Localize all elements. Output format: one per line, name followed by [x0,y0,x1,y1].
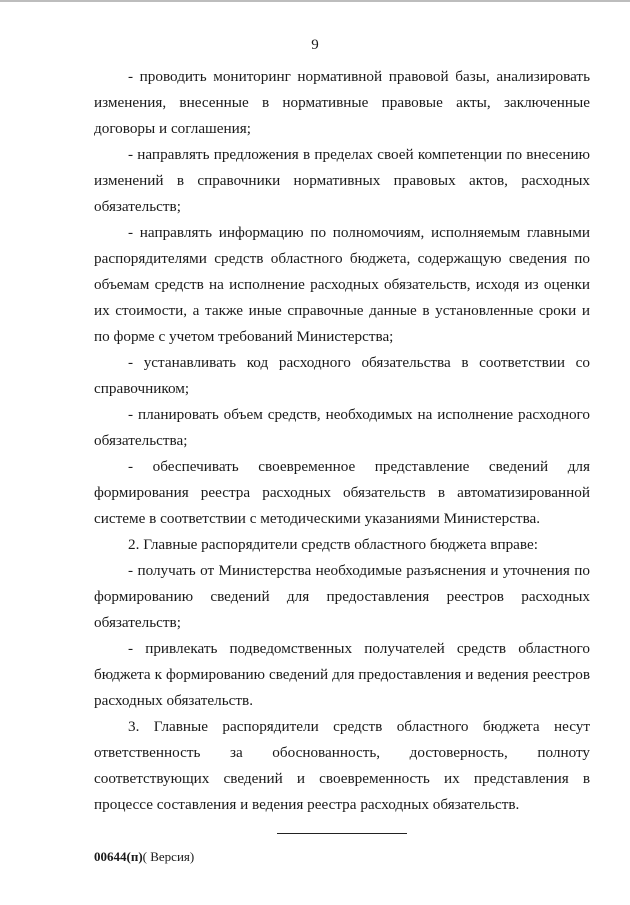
paragraph-ensure-submission: - обеспечивать своевременное представление сведений для формирования реестра расходных обязательств в автоматизированной системе в соответствии с методическими указаниями Министерства. [94,458,590,527]
document-body [94,64,590,818]
paragraph-set-code: - устанавливать код расходного обязательства в соответствии со справочником; [94,354,590,397]
paragraph-information: - направлять информацию по полномочиям, исполняемым главными распорядителями средств областного бюджета, содержащую сведения по объемам средств на исполнение расходных обязательств, исходя из оценки их стоимости, а также иные справочные данные в установленные сроки и по форме с учетом требований Министерства; [94,224,590,345]
paragraph-involve-recipients: - привлекать подведомственных получателей средств областного бюджета к формированию сведений для предоставления и ведения реестров расходных обязательств. [94,640,590,709]
document-code-number: 00644(п) [94,849,143,864]
paragraph-monitoring: - проводить мониторинг нормативной правовой базы, анализировать изменения, внесенные в нормативные правовые акты, заключенные договоры и соглашения; [94,68,590,137]
paragraph-proposals: - направлять предложения в пределах своей компетенции по внесению изменений в справочники нормативных правовых актов, расходных обязательств; [94,146,590,215]
page-number: 9 [311,37,319,53]
paragraph-rights-heading: 2. Главные распорядители средств областного бюджета вправе: [128,536,538,553]
document-version: ( Версия) [142,849,195,864]
footer-separator [277,833,407,834]
paragraph-plan-volume: - планировать объем средств, необходимых на исполнение расходного обязательства; [94,406,590,449]
paragraph-receive-clarifications: - получать от Министерства необходимые разъяснения и уточнения по формированию сведений для предоставления реестров расходных обязательств; [94,562,590,631]
paragraph-responsibility: 3. Главные распорядители средств областного бюджета несут ответственность за обоснованность, достоверность, полноту соответствующих сведений и своевременность их представления в процессе составления и ведения реестра расходных обязательств. [94,718,590,813]
top-border [0,0,630,2]
document-code [94,849,194,865]
